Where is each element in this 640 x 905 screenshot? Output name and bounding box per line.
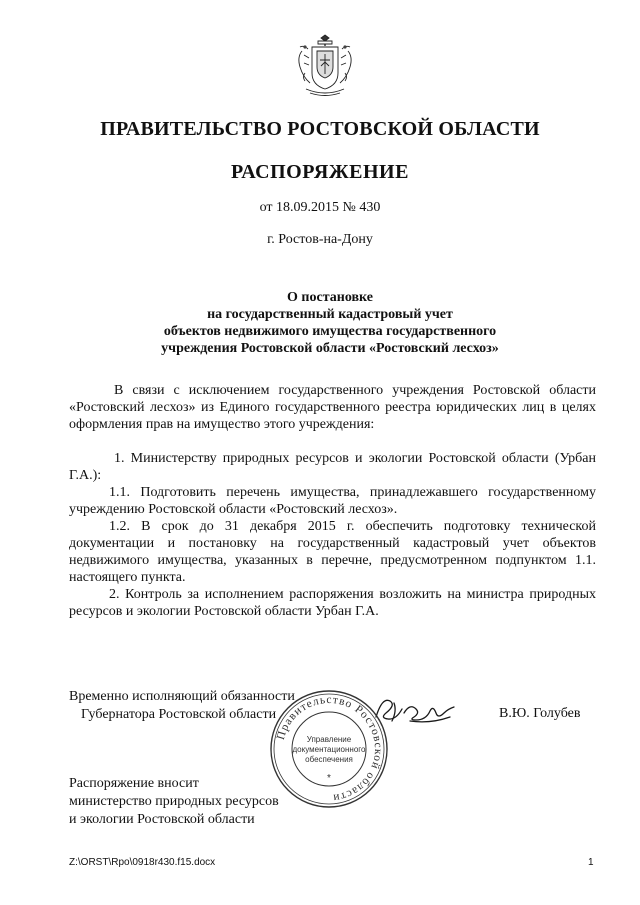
signer-position-line: Губернатора Ростовской области bbox=[81, 707, 277, 722]
item-2-paragraph: 2. Контроль за исполнением распоряжения возложить на министра природных ресурсов и экологии Ростовской области Урбан Г.А. bbox=[69, 587, 596, 619]
submitter-line: и экологии Ростовской области bbox=[69, 812, 255, 827]
svg-text:Правительство Ростовской облас: Правительство Ростовской области bbox=[274, 693, 385, 804]
svg-text:документационного: документационного bbox=[292, 745, 366, 754]
item-1-2-paragraph: 1.2. В срок до 31 декабря 2015 г. обеспечить подготовку технической документации и постановку на государственный кадастровый учет объектов недвижимого имущества, указанных в перечне, предусмотренном подпунктом 1.1. настоящего пункта. bbox=[69, 519, 596, 585]
footer-file-path: Z:\ORST\Rpo\0918r430.f15.docx bbox=[69, 857, 216, 868]
document-body bbox=[69, 382, 596, 620]
svg-text:*: * bbox=[327, 773, 331, 784]
government-title: ПРАВИТЕЛЬСТВО РОСТОВСКОЙ ОБЛАСТИ bbox=[100, 118, 540, 140]
document-city: г. Ростов-на-Дону bbox=[267, 232, 373, 247]
signer-position bbox=[69, 688, 295, 724]
document-type: РАСПОРЯЖЕНИЕ bbox=[231, 161, 409, 183]
submitter-line: министерство природных ресурсов bbox=[69, 794, 279, 809]
footer-page-number: 1 bbox=[588, 857, 594, 868]
signer-position-line: Временно исполняющий обязанности bbox=[69, 689, 295, 704]
submitter-line: Распоряжение вносит bbox=[69, 776, 199, 791]
subject-line: объектов недвижимого имущества государственного bbox=[163, 324, 497, 339]
svg-text:обеспечения: обеспечения bbox=[305, 755, 353, 764]
subject-line: учреждения Ростовской области «Ростовский лесхоз» bbox=[161, 341, 499, 356]
document-subject bbox=[60, 289, 600, 357]
subject-line: на государственный кадастровый учет bbox=[207, 307, 453, 322]
subject-line: О постановке bbox=[287, 290, 373, 305]
preamble-paragraph: В связи с исключением государственного учреждения Ростовской области «Ростовский лесхоз» из Единого государственного реестра юридических лиц в целях оформления прав на имущество этого учреждения: bbox=[69, 383, 596, 432]
document-date-number: от 18.09.2015 № 430 bbox=[259, 200, 381, 215]
official-round-stamp bbox=[268, 688, 390, 810]
svg-text:Управление: Управление bbox=[306, 735, 352, 744]
item-1-1-paragraph: 1.1. Подготовить перечень имущества, принадлежавшего государственному учреждению Ростовской области «Ростовский лесхоз». bbox=[69, 485, 596, 517]
signer-name: В.Ю. Голубев bbox=[499, 706, 581, 721]
submitter-block bbox=[69, 775, 279, 829]
rostov-oblast-coat-of-arms-icon bbox=[296, 33, 354, 99]
item-1-paragraph: 1. Министерству природных ресурсов и экологии Ростовской области (Урбан Г.А.): bbox=[69, 451, 596, 483]
